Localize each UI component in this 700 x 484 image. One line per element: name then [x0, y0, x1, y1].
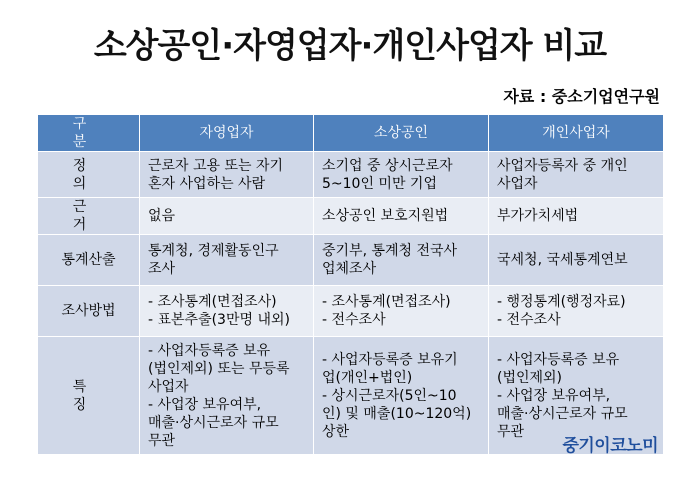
table-cell: - 사업자등록증 보유 (법인제외) - 사업장 보유여부, 매출·상시근로자 규모 무관: [489, 337, 664, 455]
table-cell: 없음: [140, 198, 314, 235]
table-cell: 중기부, 통계청 전국사 업체조사: [314, 235, 489, 286]
table-row: [38, 235, 664, 286]
table-cell: - 조사통계(면접조사) - 표본추출(3만명 내외): [140, 286, 314, 337]
table-cell: 부가가치세법: [489, 198, 664, 235]
table-cell: 소상공인 보호지원법: [314, 198, 489, 235]
row-label: 조사방법: [38, 286, 140, 337]
table-cell: - 사업자등록증 보유기 업(개인+법인) - 상시근로자(5인~10 인) 및 매출(10~120억) 상한: [314, 337, 489, 455]
row-label: 특 징: [38, 337, 140, 455]
table-row: [38, 198, 664, 235]
table-row: [38, 286, 664, 337]
source-note: 자료 : 중소기업연구원: [503, 87, 660, 106]
row-label: 근 거: [38, 198, 140, 235]
table-cell: 소기업 중 상시근로자 5~10인 미만 기업: [314, 152, 489, 198]
table-cell: - 조사통계(면접조사) - 전수조사: [314, 286, 489, 337]
row-label: 정 의: [38, 152, 140, 198]
header-individual-business: 개인사업자: [489, 115, 664, 152]
comparison-table: [37, 114, 664, 455]
table-cell: 근로자 고용 또는 자기 혼자 사업하는 사람: [140, 152, 314, 198]
table-cell: 사업자등록자 중 개인 사업자: [489, 152, 664, 198]
publisher-watermark: 중기이코노미: [562, 436, 658, 456]
table-cell: - 행정통계(행정자료) - 전수조사: [489, 286, 664, 337]
table-cell: 통계청, 경제활동인구 조사: [140, 235, 314, 286]
header-small-business: 소상공인: [314, 115, 489, 152]
header-self-employed: 자영업자: [140, 115, 314, 152]
table-header-row: [38, 115, 664, 152]
page-title: 소상공인·자영업자·개인사업자 비교: [93, 26, 607, 66]
row-label: 통계산출: [38, 235, 140, 286]
header-category: 구 분: [38, 115, 140, 152]
table-row: [38, 152, 664, 198]
table-cell: - 사업자등록증 보유 (법인제외) 또는 무등록 사업자 - 사업장 보유여부, 매출·상시근로자 규모 무관: [140, 337, 314, 455]
table-cell: 국세청, 국세통계연보: [489, 235, 664, 286]
